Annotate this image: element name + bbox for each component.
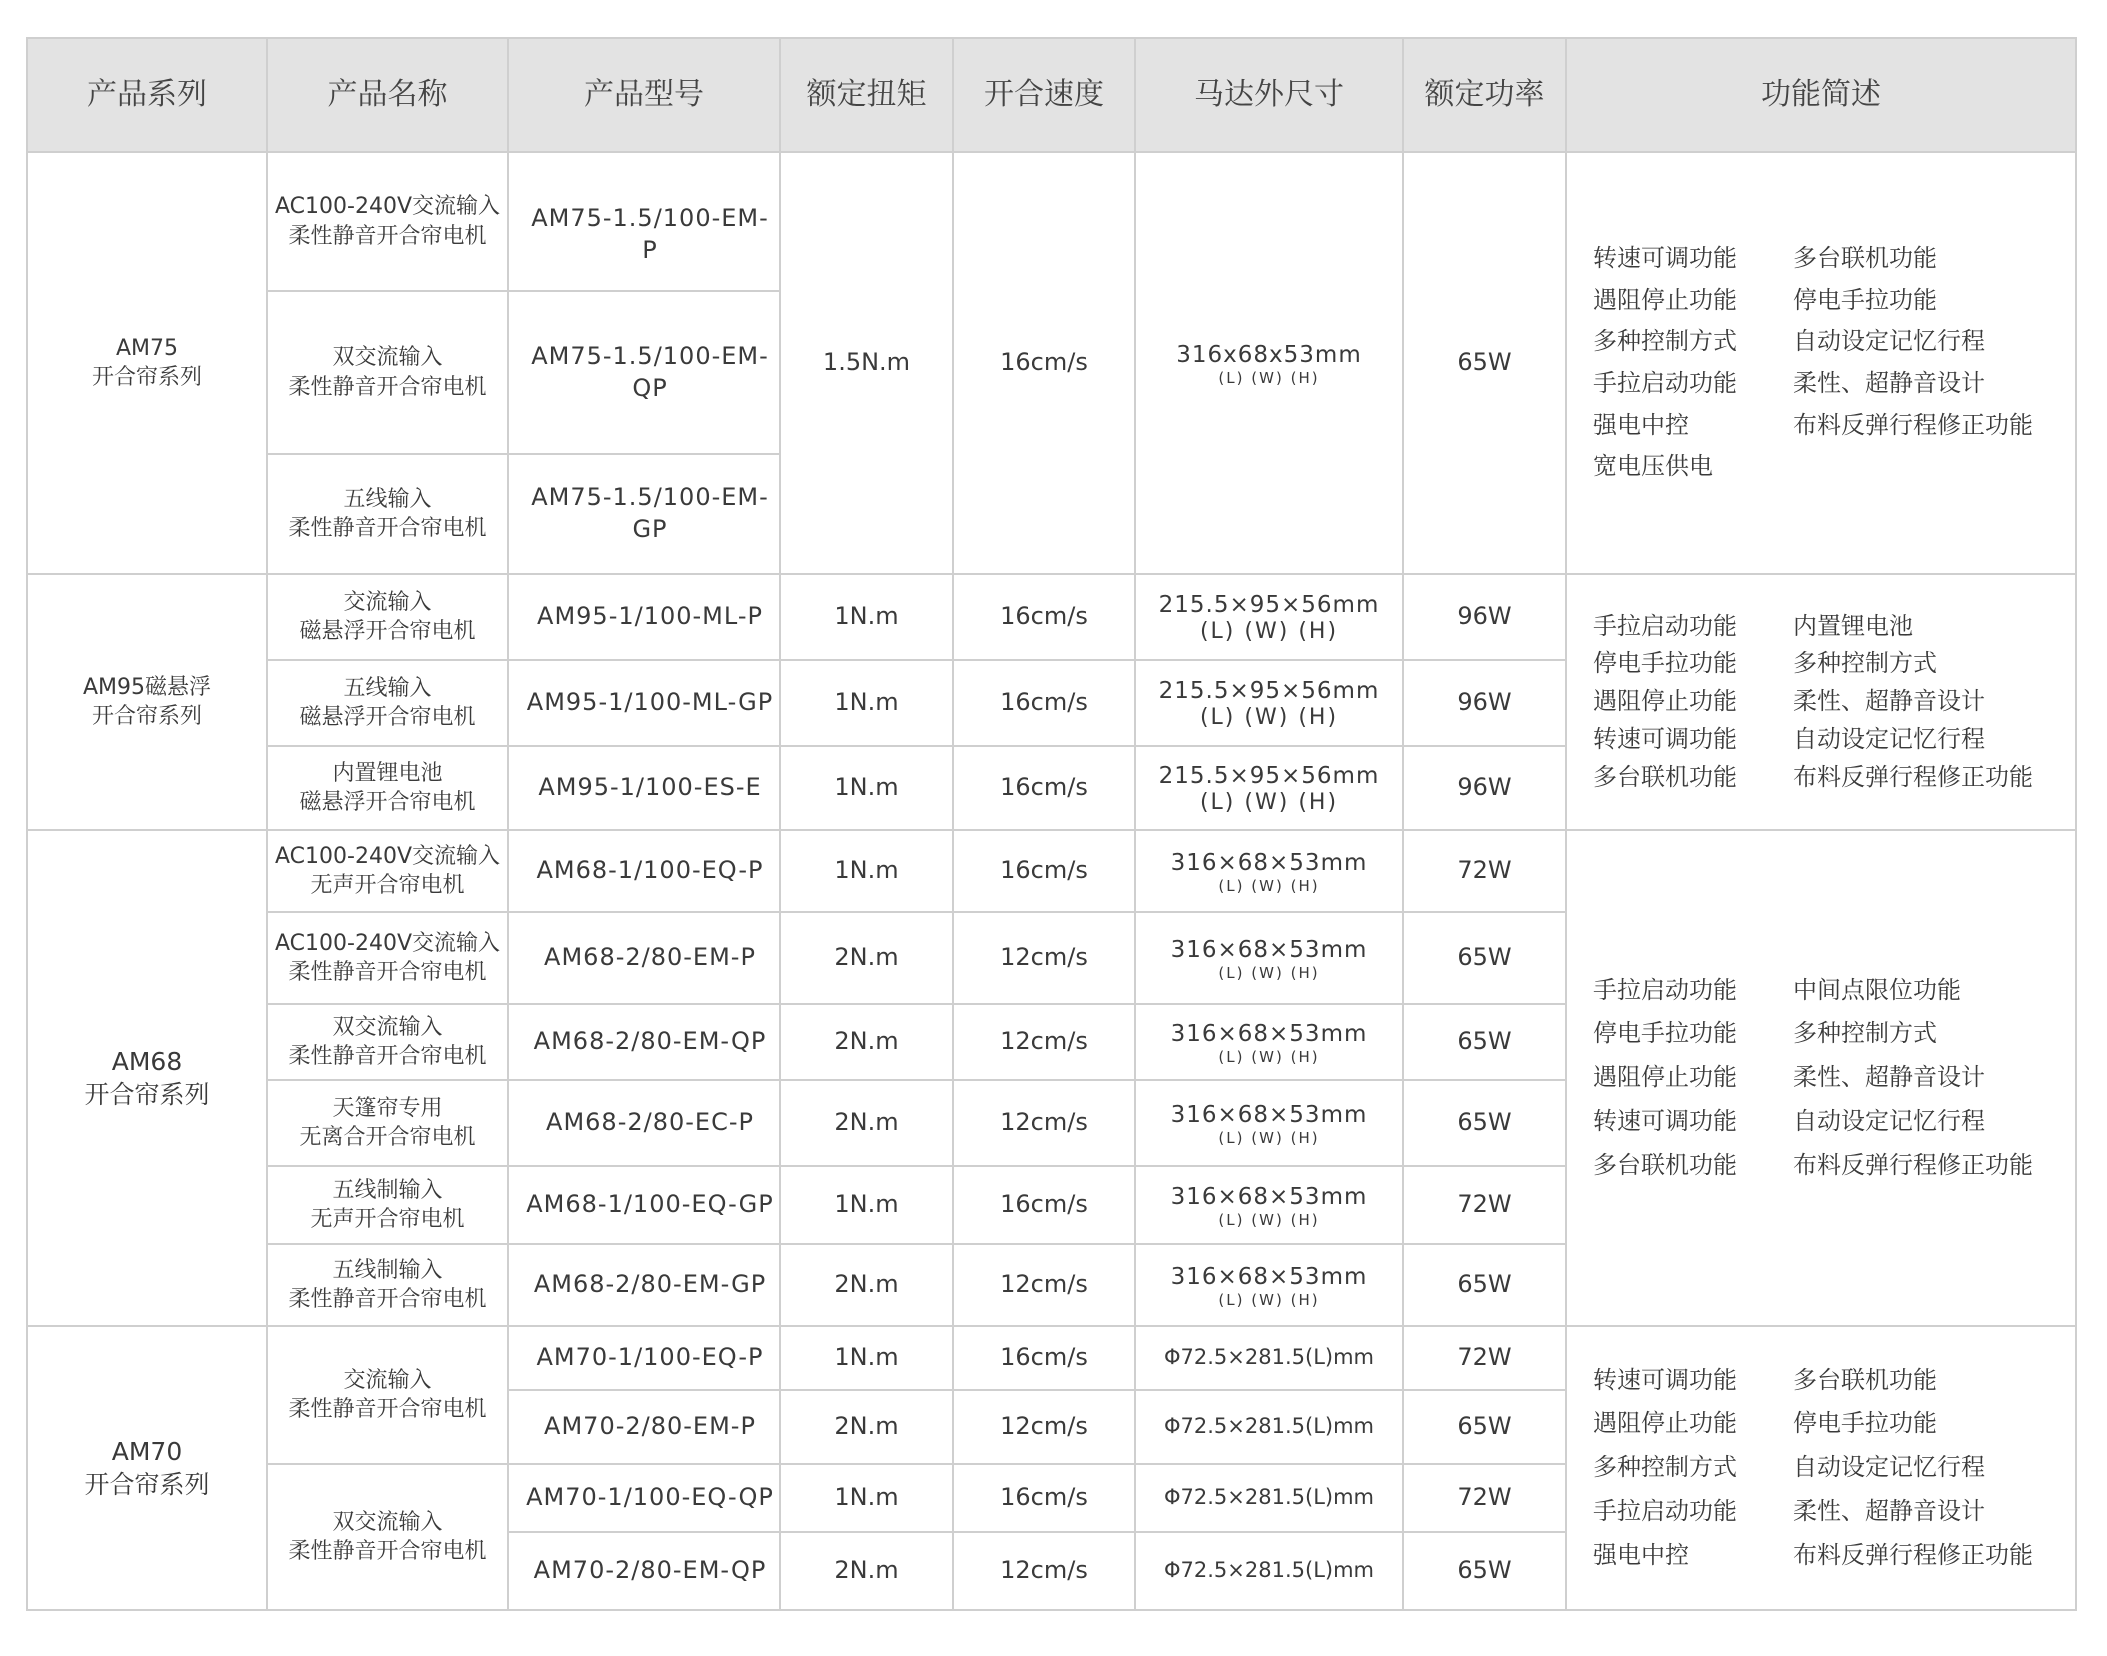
- feature-item: 停电手拉功能: [1793, 1409, 1937, 1438]
- series-code: AM70: [111, 1437, 183, 1466]
- torque-cell: 1N.m: [780, 660, 953, 746]
- torque-cell: 2N.m: [780, 1390, 953, 1464]
- product-name-line: 磁悬浮开合帘电机: [299, 705, 476, 730]
- feature-item: 多种控制方式: [1593, 1453, 1737, 1482]
- power-cell: 65W: [1403, 152, 1566, 574]
- feature-item: 遇阻停止功能: [1593, 285, 1737, 314]
- product-name-line: 交流输入: [343, 589, 432, 615]
- power-cell: 72W: [1403, 830, 1566, 912]
- dimension-axis-labels: (L) (W) (H): [1218, 1290, 1320, 1309]
- product-name-cell: [267, 912, 508, 1004]
- product-name-line: 柔性静音开合帘电机: [288, 1539, 487, 1564]
- feature-item: 转速可调功能: [1593, 724, 1737, 753]
- dimension-value: 316x68x53mm: [1176, 341, 1362, 368]
- feature-item: 中间点限位功能: [1793, 975, 1961, 1004]
- product-name-cell: [267, 746, 508, 830]
- table-row: [27, 574, 2076, 660]
- product-name-line: 双交流输入: [332, 345, 443, 371]
- speed-cell: 12cm/s: [953, 1532, 1135, 1610]
- power-cell: 96W: [1403, 660, 1566, 746]
- table-row: [27, 1326, 2076, 1390]
- dimension-cell: [1135, 830, 1403, 912]
- model-cell: AM68-2/80-EM-GP: [508, 1244, 780, 1326]
- header-product-name: 产品名称: [267, 38, 508, 152]
- table-row: [27, 152, 2076, 291]
- product-name-cell: [267, 660, 508, 746]
- dimension-cell: [1135, 912, 1403, 1004]
- feature-item: 手拉启动功能: [1593, 611, 1737, 640]
- product-name-cell: [267, 1080, 508, 1166]
- series-label: 开合帘系列: [91, 704, 202, 729]
- product-name-line: 磁悬浮开合帘电机: [299, 619, 476, 644]
- dimension-value: 316×68×53mm: [1170, 936, 1368, 963]
- speed-cell: 16cm/s: [953, 830, 1135, 912]
- product-name-line: 柔性静音开合帘电机: [288, 223, 487, 249]
- product-name-cell: [267, 830, 508, 912]
- product-name-line: 柔性静音开合帘电机: [288, 1044, 487, 1069]
- feature-item: 多台联机功能: [1593, 1150, 1737, 1179]
- feature-item: 自动设定记忆行程: [1793, 1453, 1985, 1482]
- feature-item: 遇阻停止功能: [1593, 1409, 1737, 1438]
- header-power: 额定功率: [1403, 38, 1566, 152]
- features-cell: [1566, 1326, 2076, 1610]
- dimension-value: 215.5×95×56mm: [1158, 591, 1380, 618]
- feature-item: 手拉启动功能: [1593, 369, 1737, 397]
- feature-item: 宽电压供电: [1593, 452, 1713, 481]
- product-name-cell: [267, 1166, 508, 1244]
- features-list: [1593, 1365, 2071, 1571]
- dimension-value: 316×68×53mm: [1170, 849, 1368, 876]
- product-name-line: 内置锂电池: [332, 760, 443, 786]
- torque-cell: 1N.m: [780, 1166, 953, 1244]
- model-cell: AM68-2/80-EC-P: [508, 1080, 780, 1166]
- torque-cell: 1N.m: [780, 1326, 953, 1390]
- model-cell: AM70-2/80-EM-P: [508, 1390, 780, 1464]
- feature-item: 多台联机功能: [1593, 762, 1737, 791]
- product-name-line: 柔性静音开合帘电机: [288, 1397, 487, 1422]
- series-label: 开合帘系列: [84, 1470, 210, 1499]
- dimension-cell: [1135, 746, 1403, 830]
- feature-item: 自动设定记忆行程: [1793, 1106, 1985, 1135]
- dimension-value: 215.5×95×56mm: [1158, 677, 1380, 704]
- dimension-value: 316×68×53mm: [1170, 1183, 1368, 1210]
- torque-cell: 1N.m: [780, 574, 953, 660]
- series-code: AM75: [115, 335, 179, 361]
- dimension-cell: [1135, 1166, 1403, 1244]
- dimension-cell: [1135, 1004, 1403, 1080]
- header-dimensions: 马达外尺寸: [1135, 38, 1403, 152]
- feature-item: 柔性、超静音设计: [1793, 369, 1985, 397]
- torque-cell: 1N.m: [780, 830, 953, 912]
- power-cell: 65W: [1403, 1390, 1566, 1464]
- header-row: [27, 38, 2076, 152]
- feature-item: 停电手拉功能: [1593, 649, 1737, 678]
- model-cell: AM70-2/80-EM-QP: [508, 1532, 780, 1610]
- dimension-cell: [1135, 1080, 1403, 1166]
- model-cell: AM95-1/100-ML-P: [508, 574, 780, 660]
- model-cell: AM68-1/100-EQ-P: [508, 830, 780, 912]
- dimension-axis-labels: (L) (W) (H): [1218, 963, 1320, 982]
- model-cell: AM68-2/80-EM-QP: [508, 1004, 780, 1080]
- power-cell: 65W: [1403, 1080, 1566, 1166]
- torque-cell: 2N.m: [780, 1004, 953, 1080]
- feature-item: 布料反弹行程修正功能: [1793, 410, 2033, 439]
- product-name-cell: [267, 1004, 508, 1080]
- product-name-cell: [267, 291, 508, 454]
- series-cell: [27, 1326, 267, 1610]
- series-label: 开合帘系列: [91, 365, 202, 390]
- product-name-line: 柔性静音开合帘电机: [288, 374, 487, 400]
- features-cell: [1566, 830, 2076, 1326]
- series-code: AM95磁悬浮: [82, 674, 212, 700]
- product-name-line: 无声开合帘电机: [310, 873, 465, 898]
- feature-item: 转速可调功能: [1593, 243, 1737, 272]
- dimension-cell: Φ72.5×281.5(L)mm: [1135, 1532, 1403, 1610]
- dimension-cell: Φ72.5×281.5(L)mm: [1135, 1326, 1403, 1390]
- feature-item: 多种控制方式: [1593, 327, 1737, 356]
- product-spec-table: [26, 37, 2077, 1611]
- product-name-line: 五线输入: [343, 486, 432, 512]
- product-name-line: 无声开合帘电机: [310, 1207, 465, 1232]
- header-model: 产品型号: [508, 38, 780, 152]
- product-name-line: 磁悬浮开合帘电机: [299, 790, 476, 815]
- model-cell: AM68-1/100-EQ-GP: [508, 1166, 780, 1244]
- feature-item: 强电中控: [1593, 410, 1689, 439]
- series-cell: [27, 152, 267, 574]
- header-features: 功能简述: [1566, 38, 2076, 152]
- dimension-axis-labels: (L) (W) (H): [1218, 876, 1320, 895]
- header-series: 产品系列: [27, 38, 267, 152]
- product-name-cell: [267, 1244, 508, 1326]
- product-name-line: 天篷帘专用: [332, 1095, 443, 1121]
- speed-cell: 16cm/s: [953, 660, 1135, 746]
- feature-item: 内置锂电池: [1793, 611, 1913, 640]
- product-name-cell: [267, 1464, 508, 1610]
- dimension-axis-labels: (L) (W) (H): [1199, 790, 1339, 816]
- model-cell: AM95-1/100-ML-GP: [508, 660, 780, 746]
- dimension-value: 316×68×53mm: [1170, 1101, 1368, 1128]
- power-cell: 65W: [1403, 1244, 1566, 1326]
- model-cell: AM95-1/100-ES-E: [508, 746, 780, 830]
- speed-cell: 16cm/s: [953, 1464, 1135, 1532]
- product-name-line: 双交流输入: [332, 1509, 443, 1535]
- feature-item: 转速可调功能: [1593, 1106, 1737, 1135]
- table-row: [27, 830, 2076, 912]
- dimension-cell: [1135, 152, 1403, 574]
- product-name-line: AC100-240V交流输入: [275, 843, 500, 869]
- feature-item: 停电手拉功能: [1793, 285, 1937, 314]
- product-name-cell: [267, 454, 508, 574]
- feature-item: 柔性、超静音设计: [1793, 1496, 1985, 1525]
- feature-item: 停电手拉功能: [1593, 1019, 1737, 1048]
- feature-item: 多种控制方式: [1793, 1019, 1937, 1048]
- features-list: [1593, 611, 2071, 793]
- torque-cell: 1N.m: [780, 746, 953, 830]
- feature-item: 多台联机功能: [1793, 243, 1937, 272]
- features-cell: [1566, 152, 2076, 574]
- feature-item: 转速可调功能: [1593, 1365, 1737, 1394]
- torque-cell: 2N.m: [780, 1080, 953, 1166]
- dimension-axis-labels: (L) (W) (H): [1218, 1047, 1320, 1066]
- dimension-cell: Φ72.5×281.5(L)mm: [1135, 1390, 1403, 1464]
- features-list: [1593, 243, 2071, 483]
- power-cell: 96W: [1403, 574, 1566, 660]
- series-code: AM68: [111, 1047, 183, 1076]
- product-name-cell: [267, 574, 508, 660]
- product-name-line: 交流输入: [343, 1367, 432, 1393]
- power-cell: 65W: [1403, 1004, 1566, 1080]
- features-cell: [1566, 574, 2076, 830]
- dimension-cell: [1135, 574, 1403, 660]
- series-label: 开合帘系列: [84, 1080, 210, 1109]
- header-torque: 额定扭矩: [780, 38, 953, 152]
- speed-cell: 12cm/s: [953, 912, 1135, 1004]
- speed-cell: 16cm/s: [953, 152, 1135, 574]
- feature-item: 自动设定记忆行程: [1793, 724, 1985, 753]
- dimension-axis-labels: (L) (W) (H): [1199, 619, 1339, 645]
- torque-cell: 2N.m: [780, 1532, 953, 1610]
- dimension-value: 215.5×95×56mm: [1158, 762, 1380, 789]
- power-cell: 65W: [1403, 1532, 1566, 1610]
- product-name-line: 柔性静音开合帘电机: [288, 960, 487, 985]
- power-cell: 72W: [1403, 1326, 1566, 1390]
- speed-cell: 12cm/s: [953, 1004, 1135, 1080]
- speed-cell: 12cm/s: [953, 1244, 1135, 1326]
- power-cell: 96W: [1403, 746, 1566, 830]
- feature-item: 遇阻停止功能: [1593, 687, 1737, 716]
- series-cell: [27, 830, 267, 1326]
- model-cell: AM68-2/80-EM-P: [508, 912, 780, 1004]
- model-cell: AM70-1/100-EQ-QP: [508, 1464, 780, 1532]
- product-name-line: 柔性静音开合帘电机: [288, 1287, 487, 1312]
- dimension-cell: [1135, 1244, 1403, 1326]
- feature-item: 布料反弹行程修正功能: [1793, 762, 2033, 791]
- dimension-cell: [1135, 660, 1403, 746]
- product-name-cell: [267, 152, 508, 291]
- series-cell: [27, 574, 267, 830]
- model-cell: AM70-1/100-EQ-P: [508, 1326, 780, 1390]
- feature-item: 强电中控: [1593, 1540, 1689, 1569]
- dimension-value: 316×68×53mm: [1170, 1263, 1368, 1290]
- product-name-line: 双交流输入: [332, 1014, 443, 1040]
- dimension-axis-labels: (L) (W) (H): [1218, 1210, 1320, 1229]
- product-name-line: 五线制输入: [332, 1257, 443, 1283]
- features-list: [1593, 975, 2071, 1181]
- speed-cell: 12cm/s: [953, 1080, 1135, 1166]
- product-name-line: 五线制输入: [332, 1177, 443, 1203]
- product-name-line: 无离合开合帘电机: [299, 1125, 476, 1150]
- product-name-cell: [267, 1326, 508, 1464]
- feature-item: 遇阻停止功能: [1593, 1063, 1737, 1092]
- model-cell: AM75-1.5/100-EM-GP: [508, 454, 780, 574]
- model-cell: AM75-1.5/100-EM-QP: [508, 291, 780, 454]
- power-cell: 72W: [1403, 1166, 1566, 1244]
- feature-item: 手拉启动功能: [1593, 975, 1737, 1004]
- feature-item: 自动设定记忆行程: [1793, 327, 1985, 356]
- torque-cell: 2N.m: [780, 1244, 953, 1326]
- dimension-cell: Φ72.5×281.5(L)mm: [1135, 1464, 1403, 1532]
- product-name-line: 柔性静音开合帘电机: [288, 516, 487, 541]
- speed-cell: 12cm/s: [953, 1390, 1135, 1464]
- power-cell: 72W: [1403, 1464, 1566, 1532]
- torque-cell: 1N.m: [780, 1464, 953, 1532]
- dimension-value: 316×68×53mm: [1170, 1020, 1368, 1047]
- torque-cell: 2N.m: [780, 912, 953, 1004]
- feature-item: 布料反弹行程修正功能: [1793, 1150, 2033, 1179]
- speed-cell: 16cm/s: [953, 1166, 1135, 1244]
- speed-cell: 16cm/s: [953, 1326, 1135, 1390]
- dimension-axis-labels: (L) (W) (H): [1199, 705, 1339, 731]
- product-name-line: AC100-240V交流输入: [275, 194, 500, 220]
- product-name-line: 五线输入: [343, 675, 432, 701]
- product-name-line: AC100-240V交流输入: [275, 930, 500, 956]
- speed-cell: 16cm/s: [953, 746, 1135, 830]
- speed-cell: 16cm/s: [953, 574, 1135, 660]
- model-cell: AM75-1.5/100-EM-P: [508, 152, 780, 291]
- feature-item: 多种控制方式: [1793, 649, 1937, 678]
- feature-item: 布料反弹行程修正功能: [1793, 1540, 2033, 1569]
- feature-item: 柔性、超静音设计: [1793, 687, 1985, 716]
- dimension-axis-labels: (L) (W) (H): [1218, 1128, 1320, 1147]
- feature-item: 柔性、超静音设计: [1793, 1063, 1985, 1092]
- feature-item: 手拉启动功能: [1593, 1496, 1737, 1525]
- torque-cell: 1.5N.m: [780, 152, 953, 574]
- feature-item: 多台联机功能: [1793, 1365, 1937, 1394]
- header-speed: 开合速度: [953, 38, 1135, 152]
- dimension-axis-labels: (L) (W) (H): [1218, 368, 1320, 387]
- power-cell: 65W: [1403, 912, 1566, 1004]
